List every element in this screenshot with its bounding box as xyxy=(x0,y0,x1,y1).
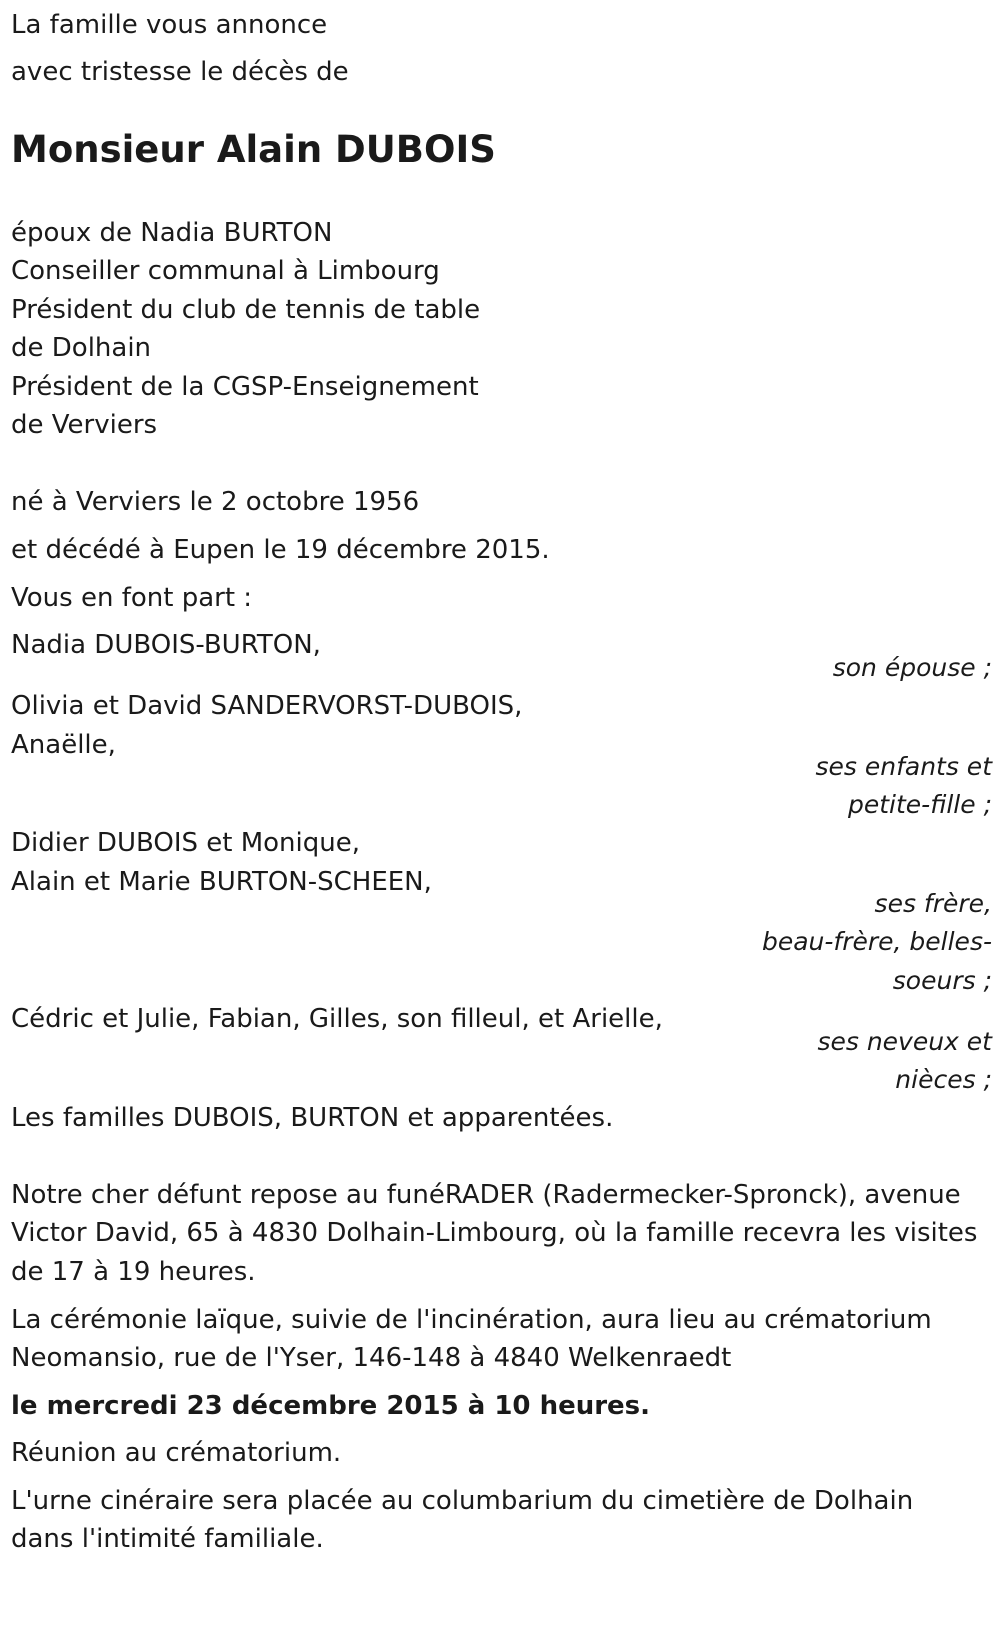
ceremony-line: La cérémonie laïque, suivie de l'incinération, aura lieu au crématorium xyxy=(11,1305,932,1335)
family-children-relation: ses enfants et xyxy=(815,752,992,781)
title-line: de Dolhain xyxy=(11,333,152,363)
ceremony-date: le mercredi 23 décembre 2015 à 10 heures. xyxy=(11,1391,651,1421)
family-nephews-names: Cédric et Julie, Fabian, Gilles, son filleul, et Arielle, xyxy=(11,1004,663,1034)
title-line: époux de Nadia BURTON xyxy=(11,218,333,248)
intro-line-1: La famille vous annonce xyxy=(11,10,328,40)
family-nephews-relation: ses neveux et xyxy=(817,1027,992,1056)
family-siblings-name: Alain et Marie BURTON-SCHEEN, xyxy=(11,867,432,897)
reunion-line: Réunion au crématorium. xyxy=(11,1438,342,1468)
title-line: de Verviers xyxy=(11,410,158,440)
urn-line: dans l'intimité familiale. xyxy=(11,1524,324,1554)
death-info: et décédé à Eupen le 19 décembre 2015. xyxy=(11,535,550,565)
family-nephews-relation: nièces ; xyxy=(895,1065,992,1094)
repose-line: Victor David, 65 à 4830 Dolhain-Limbourg, où la famille recevra les visites xyxy=(11,1218,978,1248)
repose-line: Notre cher défunt repose au funéRADER (Radermecker-Spronck), avenue xyxy=(11,1180,961,1210)
title-line: Président du club de tennis de table xyxy=(11,295,481,325)
ceremony-line: Neomansio, rue de l'Yser, 146-148 à 4840 Welkenraedt xyxy=(11,1343,732,1373)
family-spouse-names: Nadia DUBOIS-BURTON, xyxy=(11,630,321,660)
deceased-name: Monsieur Alain DUBOIS xyxy=(11,128,496,171)
title-line: Président de la CGSP-Enseignement xyxy=(11,372,479,402)
urn-line: L'urne cinéraire sera placée au columbarium du cimetière de Dolhain xyxy=(11,1486,914,1516)
family-siblings-relation: soeurs ; xyxy=(892,966,992,995)
family-siblings-name: Didier DUBOIS et Monique, xyxy=(11,828,360,858)
family-children-relation: petite-fille ; xyxy=(848,790,992,819)
repose-line: de 17 à 19 heures. xyxy=(11,1257,256,1287)
family-spouse-relation: son épouse ; xyxy=(832,653,992,682)
family-siblings-relation: ses frère, xyxy=(874,889,992,918)
intro-line-2: avec tristesse le décès de xyxy=(11,57,349,87)
family-children-name: Olivia et David SANDERVORST-DUBOIS, xyxy=(11,691,523,721)
birth-info: né à Verviers le 2 octobre 1956 xyxy=(11,487,420,517)
announce-line: Vous en font part : xyxy=(11,583,253,613)
title-line: Conseiller communal à Limbourg xyxy=(11,256,440,286)
family-others: Les familles DUBOIS, BURTON et apparentées. xyxy=(11,1103,614,1133)
family-siblings-relation: beau-frère, belles- xyxy=(761,927,992,956)
family-children-name: Anaëlle, xyxy=(11,730,116,760)
